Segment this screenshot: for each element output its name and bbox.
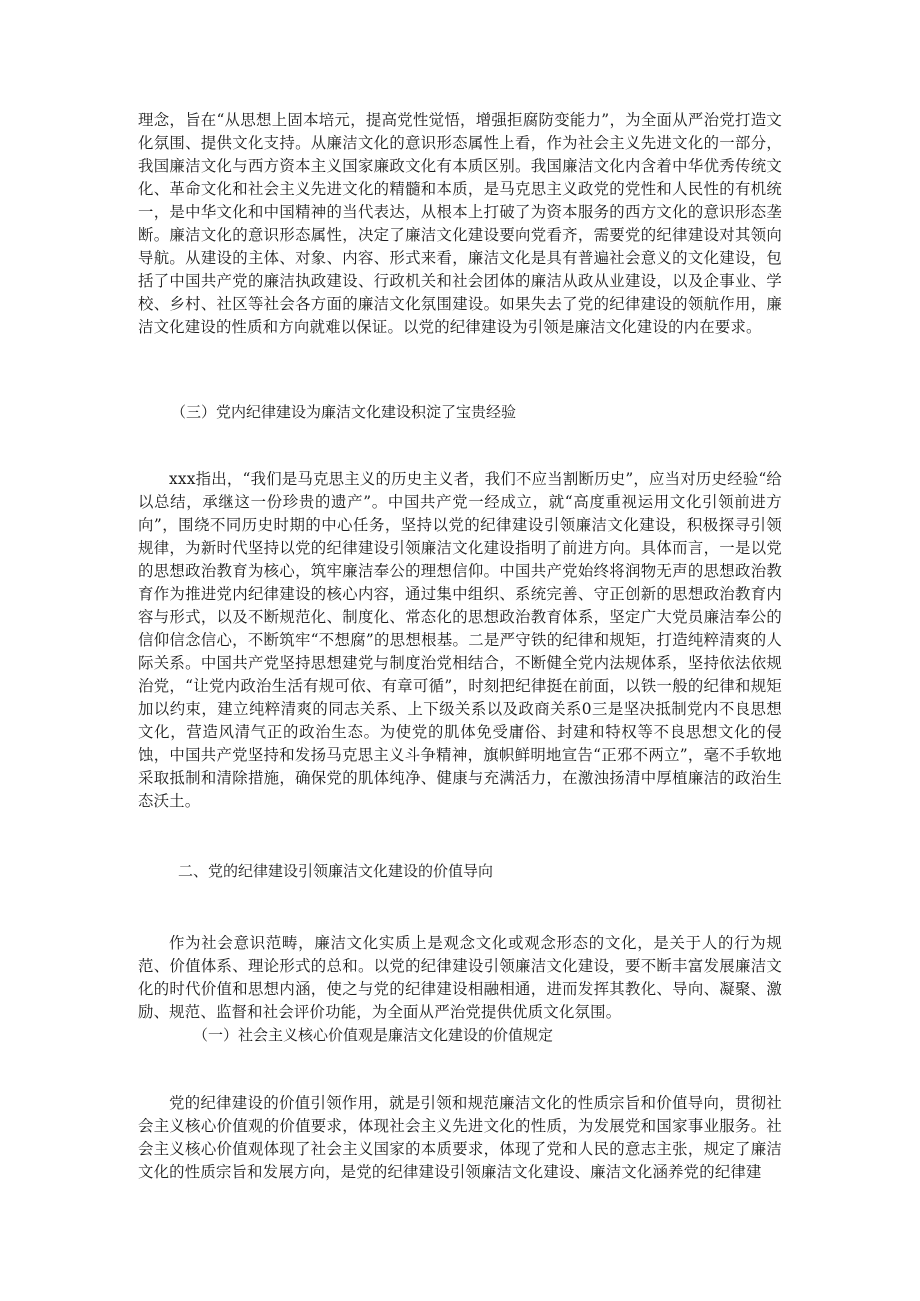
body-paragraph-1: 理念，旨在“从思想上固本培元，提高党性觉悟，增强拒腐防变能力”，为全面从严治党打造文化氛围、提供文化支持。从廉洁文化的意识形态属性上看，作为社会主义先进文化的一部分，我国廉洁文化与西方资本主义国家廉政文化有本质区别。我国廉洁文化内含着中华优秀传统文化、革命文化和社会主义先进文化的精髓和本质，是马克思主义政党的党性和人民性的有机统一，是中华文化和中国精神的当代表达，从根本上打破了为资本服务的西方文化的意识形态垄断。廉洁文化的意识形态属性，决定了廉洁文化建设要向党看齐，需要党的纪律建设对其领向导航。从建设的主体、对象、内容、形式来看，廉洁文化是具有普遍社会意义的文化建设，包括了中国共产党的廉洁执政建设、行政机关和社会团体的廉洁从政从业建设，以及企事业、学校、乡村、社区等社会各方面的廉洁文化氛围建设。如果失去了党的纪律建设的领航作用，廉洁文化建设的性质和方向就难以保证。以党的纪律建设为引领是廉洁文化建设的内在要求。: [138, 111, 782, 336]
body-paragraph-4: 党的纪律建设的价值引领作用，就是引领和规范廉洁文化的性质宗旨和价值导向，贯彻社会主义核心价值观的价值要求，体现社会主义先进文化的性质，为发展党和国家事业服务。社会主义核心价值观体现了社会主义国家的本质要求，体现了党和人民的意志主张，规定了廉洁文化的性质宗旨和发展方向，是党的纪律建设引领廉洁文化建设、廉洁文化涵养党的纪律建: [138, 1094, 782, 1181]
body-paragraph-2: xxx指出，“我们是马克思主义的历史主义者，我们不应当割断历史”，应当对历史经验“给以总结，承继这一份珍贵的遗产”。中国共产党一经成立，就“高度重视运用文化引领前进方向”，围绕不同历史时期的中心任务，坚持以党的纪律建设引领廉洁文化建设，积极探寻引领规律，为新时代坚持以党的纪律建设引领廉洁文化建设指明了前进方向。具体而言，一是以党的思想政治教育为核心，筑牢廉洁奉公的理想信仰。中国共产党始终将润物无声的思想政治教育作为推进党内纪律建设的核心内容，通过集中组织、系统完善、守正创新的思想政治教育内容与形式，以及不断规范化、制度化、常态化的思想政治教育体系，坚定广大党员廉洁奉公的信仰信念信心，不断筑牢“不想腐”的思想根基。二是严守铁的纪律和规矩，打造纯粹清爽的人际关系。中国共产党坚持思想建党与制度治党相结合，不断健全党内法规体系，坚持依法依规治党，“让党内政治生活有规可依、有章可循”，时刻把纪律挺在前面，以铁一般的纪律和规矩加以约束，建立纯粹清爽的同志关系、上下级关系以及政商关系0三是坚决抵制党内不良思想文化，营造风清气正的政治生态。为使党的肌体免受庸俗、封建和特权等不良思想文化的侵蚀，中国共产党坚持和发扬马克思主义斗争精神，旗帜鲜明地宣告“正邪不两立”，毫不手软地采取抵制和清除措施，确保党的肌体纯净、健康与充满活力，在激浊扬清中厚植廉洁的政治生态沃土。: [138, 470, 782, 810]
section-heading-3: （三）党内纪律建设为廉洁文化建设积淀了宝贵经验: [171, 403, 517, 421]
section-heading-1: （一）社会主义核心价值观是廉洁文化建设的价值规定: [193, 1026, 554, 1044]
chapter-heading-2: 二、党的纪律建设引领廉洁文化建设的价值导向: [178, 862, 494, 880]
body-paragraph-3: 作为社会意识范畴，廉洁文化实质上是观念文化或观念形态的文化，是关于人的行为规范、价值体系、理论形式的总和。以党的纪律建设引领廉洁文化建设，要不断丰富发展廉洁文化的时代价值和思想内涵，使之与党的纪律建设相融相通，进而发挥其教化、导向、凝聚、激励、规范、监督和社会评价功能，为全面从严治党提供优质文化氛围。: [138, 934, 782, 1021]
